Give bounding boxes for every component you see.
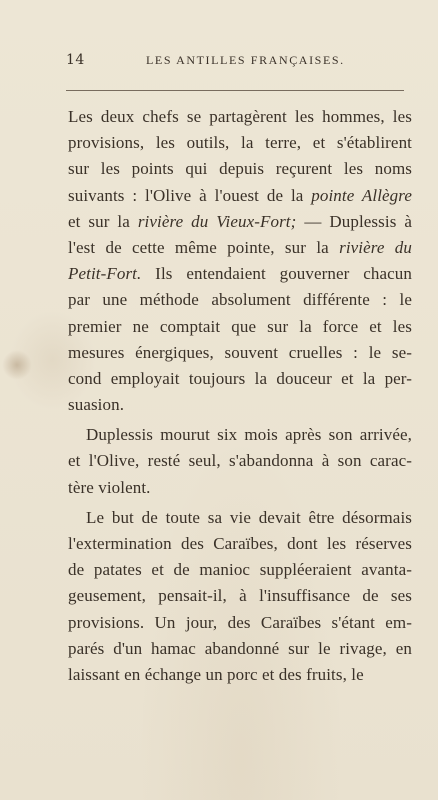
text-line [68, 662, 412, 688]
paragraph [68, 422, 412, 501]
paragraph [68, 505, 412, 688]
text-run: Le but de toute sa vie devait être désormais [86, 507, 412, 527]
italic-text: rivière du Vieux-Fort; [137, 211, 297, 231]
body-text [68, 104, 412, 688]
text-run: Les deux chefs se partagèrent les hommes, les [68, 107, 412, 126]
text-line [68, 104, 412, 130]
text-line [68, 314, 412, 340]
text-line [68, 235, 412, 261]
text-line [68, 636, 412, 662]
text-run: suasion. [68, 395, 125, 415]
text-run: Duplessis mourut six mois après son arrivée, [86, 425, 412, 445]
text-line [68, 448, 412, 474]
text-line [68, 475, 412, 501]
text-run: premier ne comptait que sur la force et les [68, 316, 412, 336]
italic-text: pointe Allègre [311, 185, 412, 205]
text-line [68, 366, 412, 392]
text-line [68, 392, 412, 418]
text-run: mesures énergiques, souvent cruelles : le se- [68, 342, 412, 362]
text-line [68, 209, 412, 235]
page-header [66, 52, 406, 72]
text-run: tère violent. [68, 477, 151, 497]
text-line [68, 183, 412, 209]
italic-text: rivière du [339, 237, 412, 257]
text-line [68, 130, 412, 156]
text-line [68, 583, 412, 609]
italic-text: Petit-Fort. [68, 264, 142, 284]
text-run: l'extermination des Caraïbes, dont les réserves [68, 534, 412, 553]
text-run: provisions. Un jour, des Caraïbes s'étant em- [68, 612, 412, 632]
text-run: laissant en échange un porc et des fruits, le [68, 664, 364, 684]
text-line [68, 422, 412, 448]
text-line [68, 610, 412, 636]
text-run: et sur la [68, 211, 138, 231]
text-line [68, 156, 412, 182]
text-line [68, 505, 412, 531]
text-run: et l'Olive, resté seul, s'abandonna à son carac- [68, 451, 412, 471]
text-run: suivants : l'Olive à l'ouest de la [68, 185, 312, 205]
running-title: LES ANTILLES FRANÇAISES. [146, 53, 345, 67]
text-run: Ils entendaient gouverner chacun [141, 264, 412, 284]
paper-stain [2, 350, 32, 380]
page-number: 14 [66, 52, 85, 68]
text-line [68, 287, 412, 313]
text-run: l'est de cette même pointe, sur la [68, 237, 340, 257]
header-rule [66, 90, 404, 91]
text-run: provisions, les outils, la terre, et s'établirent [68, 133, 412, 153]
text-line [68, 261, 412, 287]
text-run: sur les points qui depuis reçurent les noms [68, 159, 412, 179]
text-run: — Duplessis à [296, 211, 412, 231]
text-line [68, 340, 412, 366]
text-run: parés d'un hamac abandonné sur le rivage, en [68, 638, 412, 658]
paragraph [68, 104, 412, 418]
text-run: de patates et de manioc suppléeraient avanta- [68, 560, 412, 580]
text-line [68, 557, 412, 583]
text-run: geusement, pensait-il, à l'insuffisance de ses [68, 586, 412, 606]
text-line [68, 531, 412, 557]
text-run: cond employait toujours la douceur et la per- [68, 368, 412, 388]
text-run: par une méthode absolument différente : le [68, 290, 412, 310]
